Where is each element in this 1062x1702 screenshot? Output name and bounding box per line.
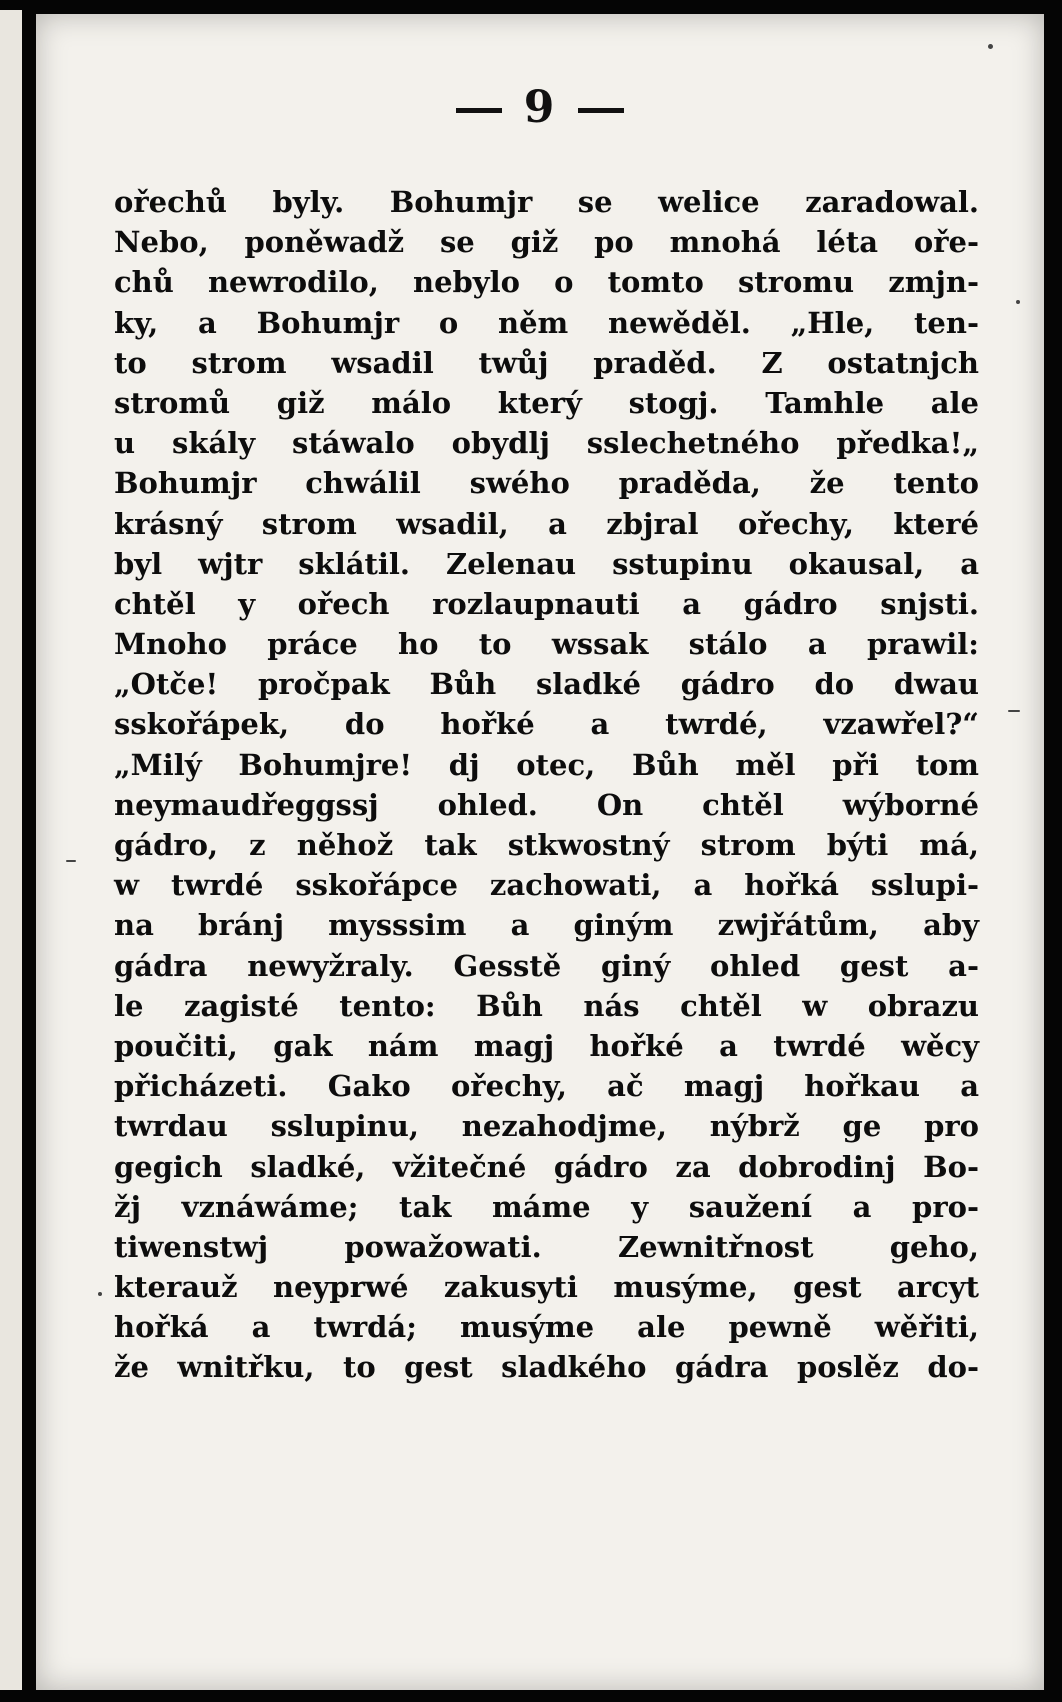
paper-speck — [98, 1292, 102, 1296]
text-line: chtěl y ořech rozlaupnauti a gádro snjsti. — [114, 586, 979, 621]
paper-speck — [1008, 710, 1020, 712]
text-line: na bránj mysssim a giným zwjřátům, aby — [114, 908, 979, 943]
text-line: přicházeti. Gako ořechy, ač magj hořkau a — [114, 1069, 979, 1104]
paper-speck — [66, 860, 76, 862]
text-line: „Otče! pročpak Bůh sladké gádro do dwau — [114, 667, 979, 702]
text-line: ořechů byly. Bohumjr se welice zaradowal. — [114, 185, 979, 219]
page-header — [36, 82, 1044, 133]
text-line: gádra newyžraly. Gesstě giný ohled gest a- — [114, 948, 979, 983]
text-line: ky, a Bohumjr o něm newěděl. „Hle, ten- — [114, 305, 979, 340]
text-line: krásný strom wsadil, a zbjral ořechy, které — [114, 506, 979, 541]
text-line: gádro, z něhož tak stkwostný strom býti má, — [114, 828, 979, 862]
paper-speck — [1016, 300, 1020, 304]
text-line: „Milý Bohumjre! dj otec, Bůh měl při tom — [114, 747, 979, 782]
text-line: že wnitřku, to gest sladkého gádra poslěz do- — [114, 1350, 979, 1385]
text-line: w twrdé sskořápce zachowati, a hořká sslupi- — [114, 868, 979, 903]
text-line: Mnoho práce ho to wssak stálo a prawil: — [114, 627, 979, 662]
text-line: twrdau sslupinu, nezahodjme, nýbrž ge pro — [114, 1109, 979, 1144]
text-line: hořká a twrdá; musýme ale pewně wěřiti, — [114, 1310, 979, 1345]
text-line: le zagisté tento: Bůh nás chtěl w obrazu — [114, 988, 979, 1023]
text-line: gegich sladké, vžitečné gádro za dobrodinj Bo- — [114, 1149, 979, 1184]
text-line: chů newrodilo, nebylo o tomto stromu zmjn- — [114, 265, 979, 300]
text-line: byl wjtr sklátil. Zelenau sstupinu okausal, a — [114, 546, 979, 581]
text-line: Bohumjr chwálil swého praděda, že tento — [114, 466, 979, 501]
text-line: stromů giž málo který stogj. Tamhle ale — [114, 385, 979, 420]
text-line: to strom wsadil twůj praděd. Z ostatnjch — [114, 345, 979, 380]
header-dash-right — [578, 108, 624, 113]
book-page — [36, 14, 1044, 1690]
text-line: u skály stáwalo obydlj sslechetného předka!„ — [114, 426, 979, 461]
text-line: žj vznáwáme; tak máme y saužení a pro- — [114, 1189, 979, 1224]
paper-speck — [988, 44, 993, 49]
text-line: sskořápek, do hořké a twrdé, vzawřel?“ — [114, 707, 979, 742]
text-line: neymaudřeggssj ohled. On chtěl wýborné — [114, 787, 979, 822]
text-line: tiwenstwj powažowati. Zewnitřnost geho, — [114, 1229, 979, 1264]
body-text — [114, 182, 979, 1388]
adjacent-page-edge — [0, 10, 22, 1690]
page-number: 9 — [523, 82, 557, 133]
text-line: poučiti, gak nám magj hořké a twrdé wěcy — [114, 1028, 979, 1063]
text-line: Nebo, poněwadž se giž po mnohá léta oře- — [114, 225, 979, 260]
header-dash-left — [456, 108, 502, 113]
text-line: kterauž neyprwé zakusyti musýme, gest arcyt — [114, 1270, 979, 1305]
